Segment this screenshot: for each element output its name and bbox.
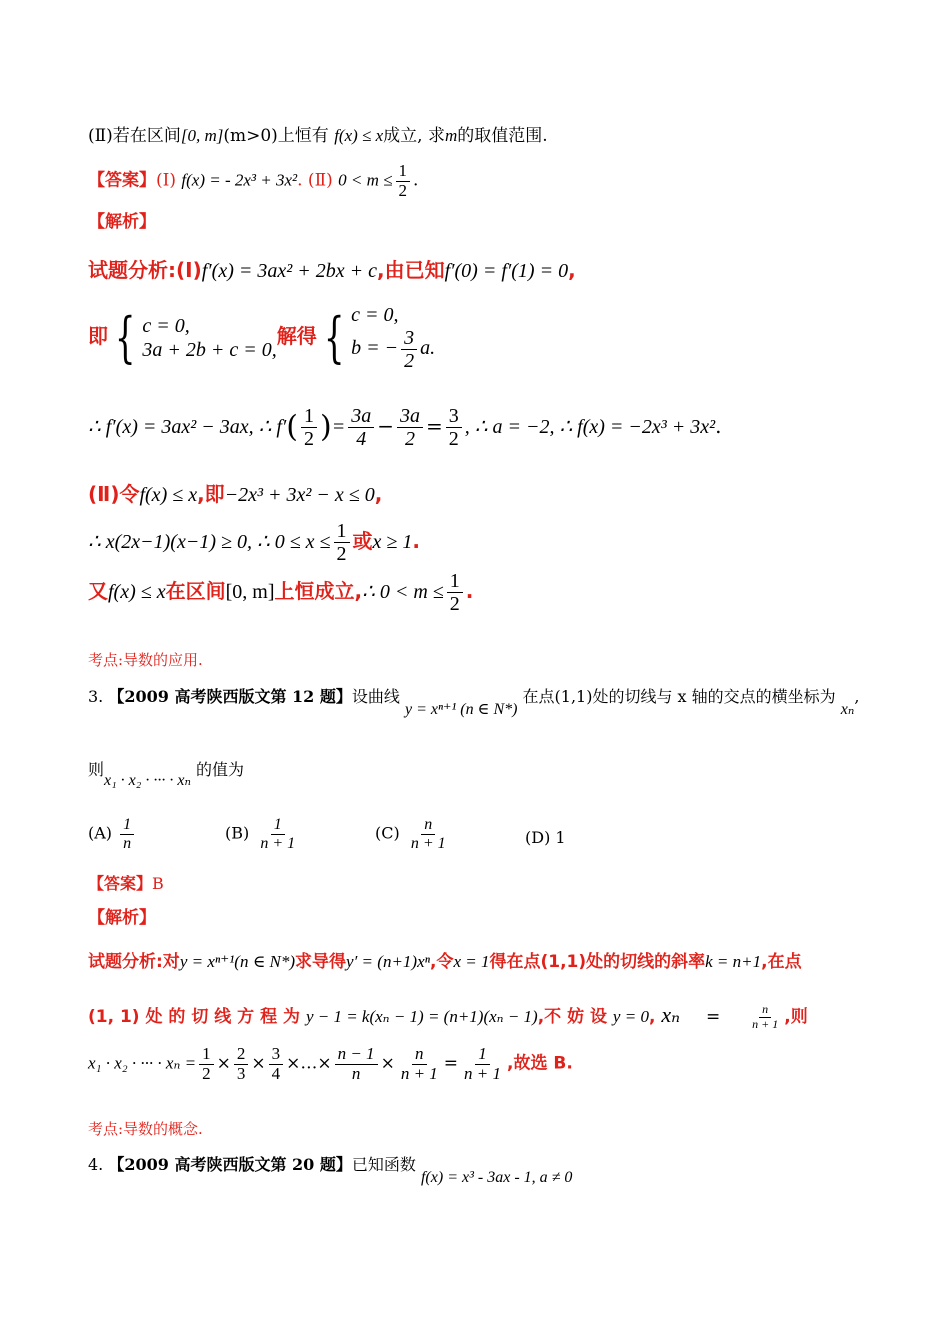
q2-text: 的取值范围.: [457, 126, 548, 146]
analysis1-line2: 即 { c = 0, 3a + 2b + c = 0, 解得 { c = 0, b = − $\frac{3}{2}$ a.: [88, 304, 436, 372]
part-label: . (Ⅱ): [297, 170, 333, 191]
answer-label: 【答案】: [88, 170, 156, 191]
q3-line1: 3. 【2009 高考陕西版文第 12 题】设曲线 y = xⁿ⁺¹ (n ∈ N*) 在点(1,1)处的切线与 x 轴的交点的横坐标为 xₙ,: [88, 687, 860, 718]
function-formula: f(x) = x³ - 3ax - 1, a ≠ 0: [420, 1169, 573, 1186]
q2-text: (Ⅱ)若在区间: [88, 126, 181, 146]
equation-system-2: c = 0, b = − $\frac{3}{2}$ a.: [351, 304, 436, 372]
answer-line-1: 【答案】(Ⅰ) f(x) = - 2x³ + 3x². (Ⅱ) 0 < m ≤ $\frac{1}{2}$ .: [88, 161, 419, 200]
q3-line2: 则x₁ · x₂ · ··· · xₙ 的值为: [88, 760, 245, 789]
analysis1-line4: (Ⅱ)令f(x) ≤ x,即−2x³ + 3x² − x ≤ 0,: [88, 482, 383, 506]
part-label: (Ⅰ): [156, 170, 176, 191]
analysis2-line3: x₁ · x₂ · ··· · xₙ = $\frac{1}{2}$ × $\frac{2}{3}$ × $\frac{3}{4}$ ×…× $\frac{n - 1}{n}$ × $\frac{n}{n + 1}$ = $\frac{1}{n + 1}$ ,故选 B.: [88, 1044, 573, 1083]
interval: [0, m]: [180, 126, 224, 145]
analysis1-line1: 试题分析:(Ⅰ)f′(x) = 3ax² + 2bx + c,由已知f′(0) = f′(1) = 0,: [88, 258, 576, 282]
key-point-2: 考点:导数的概念.: [88, 1120, 203, 1138]
q4-line: 4. 【2009 高考陕西版文第 20 题】已知函数 f(x) = x³ - 3ax - 1, a ≠ 0: [88, 1155, 573, 1186]
fraction: $\frac{1}{2}$: [396, 162, 411, 200]
product-expression: x₁ · x₂ · ··· · xₙ: [104, 772, 191, 789]
variable-m: m: [444, 126, 458, 145]
answer-line-2: 【答案】B: [88, 874, 164, 893]
q2-text: 成立, 求: [383, 126, 445, 146]
analysis2-line1: 试题分析:对y = xⁿ⁺¹(n ∈ N*)求导得y′ = (n+1)xⁿ,令x = 1得在点(1,1)处的切线的斜率k = n+1,在点: [88, 952, 802, 972]
option-a: (A) $\frac{1}{n}$: [88, 816, 137, 852]
option-c: (C) $\frac{n}{n + 1}$: [375, 816, 446, 852]
q2-text: (m>0)上恒有: [223, 126, 329, 146]
analysis2-line2: (1, 1) 处 的 切 线 方 程 为 y − 1 = k(xₙ − 1) = (n+1)(xₙ − 1),不 妨 设 y = 0, xₙ = $\frac{n}{n + 1}$ ,则: [88, 1002, 808, 1031]
answer-formula: f(x) = - 2x³ + 3x²: [181, 170, 298, 190]
equation-system-1: c = 0, 3a + 2b + c = 0,: [142, 314, 277, 361]
analysis1-line5: ∴ x(2x−1)(x−1) ≥ 0, ∴ 0 ≤ x ≤ $\frac{1}{2}$ 或x ≥ 1.: [88, 520, 420, 565]
curve-formula: y = xⁿ⁺¹ (n ∈ N*): [404, 701, 518, 718]
key-point-1: 考点:导数的应用.: [88, 651, 203, 669]
option-d: (D) 1: [525, 828, 566, 847]
analysis1-line6: 又f(x) ≤ x在区间[0, m]上恒成立,∴ 0 < m ≤ $\frac{1}{2}$ .: [88, 570, 474, 615]
option-b: (B) $\frac{1}{n + 1}$: [225, 816, 296, 852]
analysis1-line3: ∴ f′(x) = 3ax² − 3ax, ∴ f′( $\frac{1}{2}$ )= $\frac{3a}{4}$ − $\frac{3a}{2}$ = $\frac{3}{2}$ , ∴ a = −2, ∴ f(x) = −2x³ + 3x².: [88, 405, 722, 450]
q2-part2-line: [88, 126, 548, 146]
answer-inequality: 0 < m ≤: [338, 170, 393, 190]
analysis-label: 【解析】: [88, 212, 156, 232]
analysis-label-2: 【解析】: [88, 908, 156, 928]
inequality: f(x) ≤ x: [334, 126, 384, 145]
